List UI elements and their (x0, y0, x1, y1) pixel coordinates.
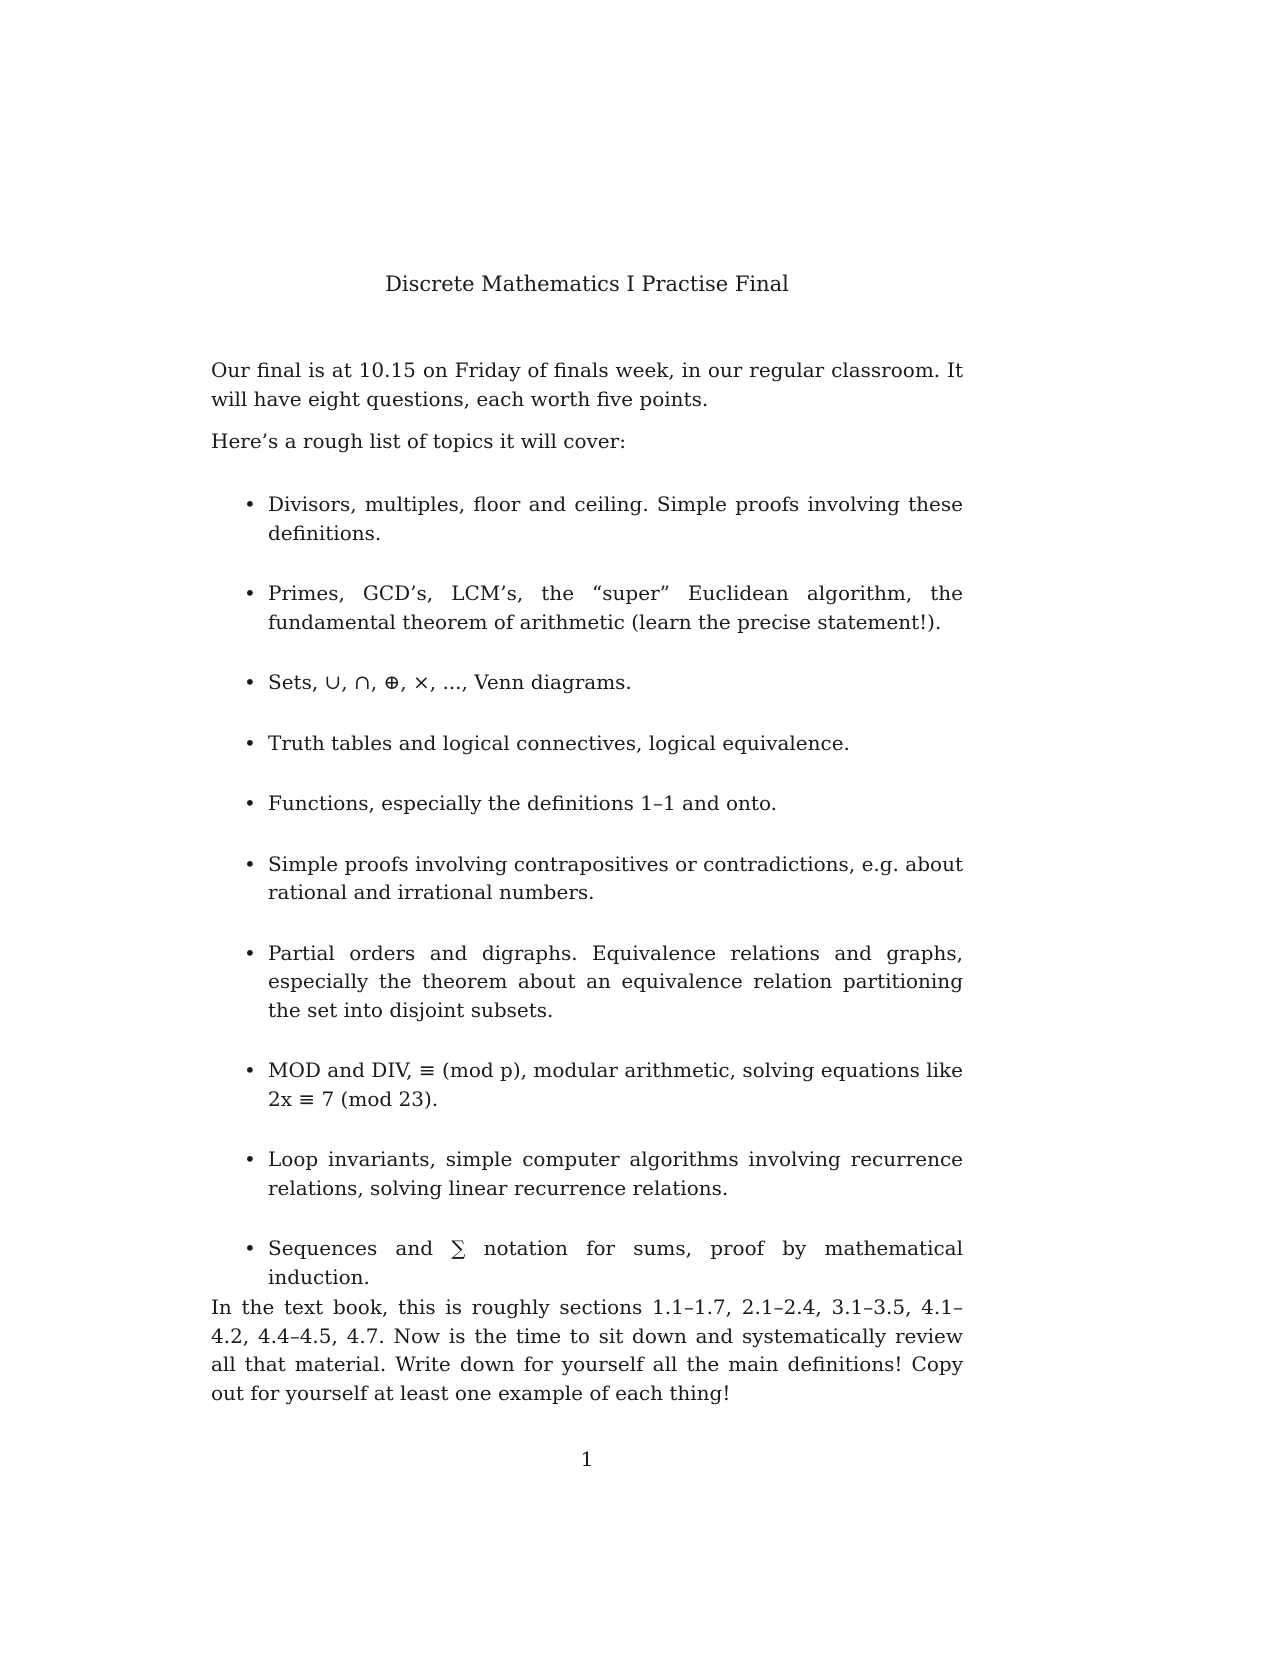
topic-text: MOD and DIV, ≡ (mod p), modular arithmetic, solving equations like 2x ≡ 7 (mod 23). (268, 1058, 963, 1111)
topic-text: Functions, especially the definitions 1–1 and onto. (268, 791, 778, 815)
topic-item (211, 490, 963, 547)
bullet-icon: • (244, 1058, 256, 1082)
topic-item (211, 789, 963, 818)
topic-text: Sequences and ∑ notation for sums, proof by mathematical induction. (268, 1236, 963, 1289)
topic-text: Simple proofs involving contrapositives or contradictions, e.g. about rational and irrational numbers. (268, 851, 963, 904)
topic-text: Partial orders and digraphs. Equivalence relations and graphs, especially the theorem about an equivalence relation partitioning the set into disjoint subsets. (268, 940, 963, 1022)
bullet-icon: • (244, 1236, 256, 1260)
topic-item (211, 1145, 963, 1202)
topic-text: Sets, ∪, ∩, ⊕, ×, ..., Venn diagrams. (268, 670, 632, 694)
topic-item (211, 850, 963, 907)
topic-item (211, 579, 963, 636)
bullet-icon: • (244, 791, 256, 815)
topic-text: Primes, GCD’s, LCM’s, the “super” Euclidean algorithm, the fundamental theorem of arithmetic (learn the precise statement!). (268, 581, 963, 634)
topic-item (211, 668, 963, 697)
bullet-icon: • (244, 730, 256, 755)
closing-paragraph: In the text book, this is roughly sections 1.1–1.7, 2.1–2.4, 3.1–3.5, 4.1–4.2, 4.4–4.5, 4.7. Now is the time to sit down and systematically review all that material. Write down for yourself all the main definitions! Copy out for yourself at least one example of each thing! (211, 1295, 963, 1405)
topics-list (211, 490, 963, 1323)
topic-item (211, 1056, 963, 1113)
topic-text: Loop invariants, simple computer algorithms involving recurrence relations, solving linear recurrence relations. (268, 1147, 963, 1200)
bullet-icon: • (244, 1147, 256, 1171)
topics-lead-paragraph: Here’s a rough list of topics it will cover: (211, 429, 626, 453)
intro-paragraph: Our final is at 10.15 on Friday of finals week, in our regular classroom. It will have eight questions, each worth five points. (211, 358, 963, 411)
topic-item (211, 729, 963, 758)
bullet-icon: • (244, 581, 256, 605)
topic-item (211, 939, 963, 1025)
document-page (211, 0, 963, 1656)
bullet-icon: • (244, 851, 256, 876)
bullet-icon: • (244, 492, 256, 516)
page-number: 1 (580, 1447, 594, 1471)
topic-text: Truth tables and logical connectives, logical equivalence. (268, 730, 850, 755)
topic-item (211, 1234, 963, 1291)
topic-text: Divisors, multiples, floor and ceiling. Simple proofs involving these definitions. (268, 492, 963, 545)
document-title: Discrete Mathematics I Practise Final (385, 272, 789, 296)
bullet-icon: • (244, 940, 256, 965)
bullet-icon: • (244, 670, 256, 694)
